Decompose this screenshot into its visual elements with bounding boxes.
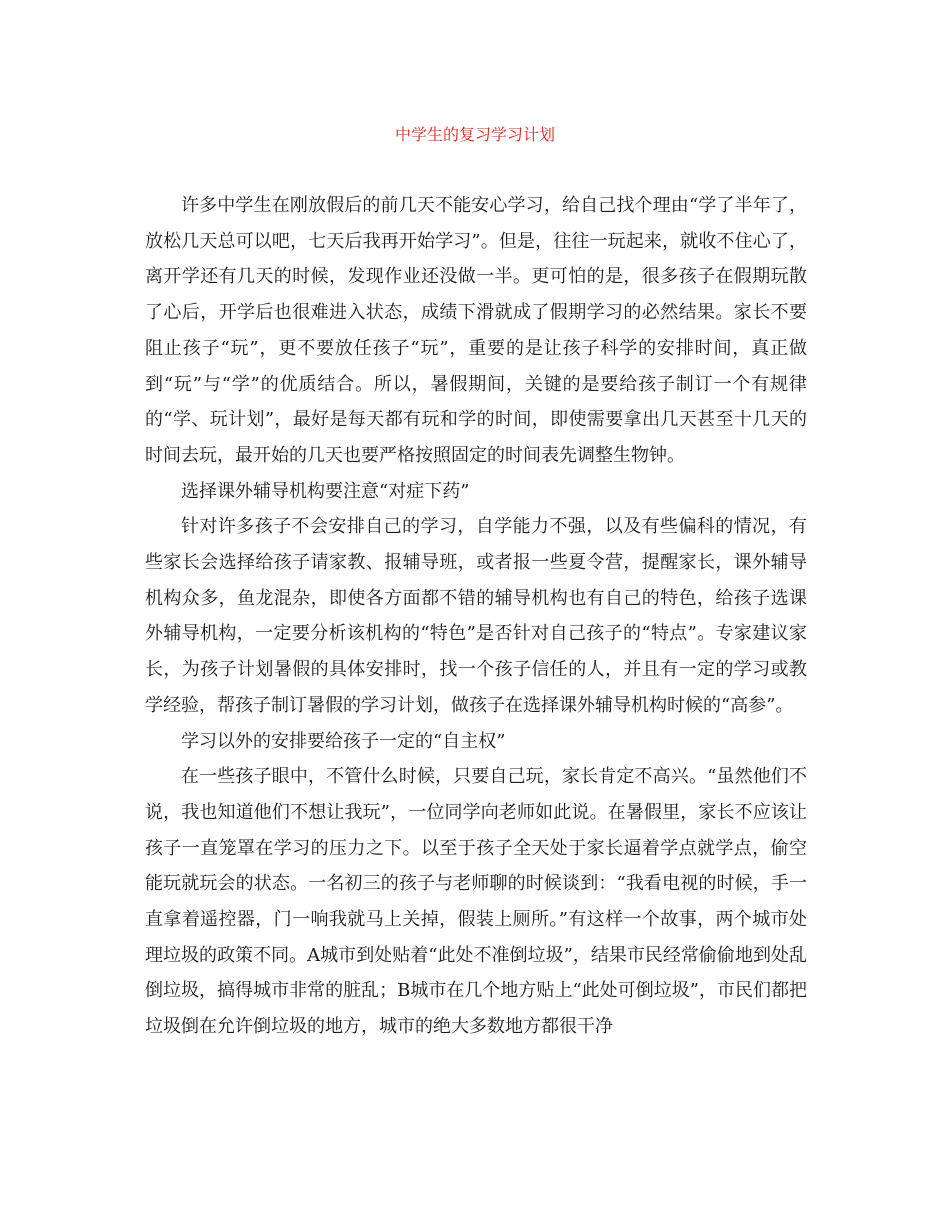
- paragraph-tutoring: 针对许多孩子不会安排自己的学习，自学能力不强，以及有些偏科的情况，有些家长会选择给孩子请家教、报辅导班，或者报一些夏令营，提醒家长，课外辅导机构众多，鱼龙混杂，即使各方面都不错的辅导机构也有自己的特色，给孩子选课外辅导机构，一定要分析该机构的“特色”是否针对自己孩子的“特点”。专家建议家长，为孩子计划暑假的具体安排时，找一个孩子信任的人，并且有一定的学习或教学经验，帮孩子制订暑假的学习计划，做孩子在选择课外辅导机构时候的“高参”。: [145, 516, 807, 716]
- paragraph-autonomy: 在一些孩子眼中，不管什么时候，只要自己玩，家长肯定不高兴。“虽然他们不说，我也知道他们不想让我玩”，一位同学向老师如此说。在暑假里，家长不应该让孩子一直笼罩在学习的压力之下。以至于孩子全天处于家长逼着学点就学点，偷空能玩就玩会的状态。一名初三的孩子与老师聊的时候谈到：“我看电视的时候，手一直拿着遥控器，门一响我就马上关掉，假装上厕所。”有这样一个故事，两个城市处理垃圾的政策不同。A城市到处贴着“此处不准倒垃圾”，结果市民经常偷偷地到处乱倒垃圾，搞得城市非常的脏乱；B城市在几个地方贴上“此处可倒垃圾”，市民们都把垃圾倒在允许倒垃圾的地方，城市的绝大多数地方都很干净: [145, 766, 807, 1038]
- section-heading-tutoring: 选择课外辅导机构要注意“对症下药”: [181, 480, 470, 502]
- document-title: 中学生的复习学习计划: [394, 125, 555, 144]
- paragraph-intro: 许多中学生在刚放假后的前几天不能安心学习，给自己找个理由“学了半年了，放松几天总可以吧，七天后我再开始学习”。但是，往往一玩起来，就收不住心了，离开学还有几天的时候，发现作业还没做一半。更可怕的是，很多孩子在假期玩散了心后，开学后也很难进入状态，成绩下滑就成了假期学习的必然结果。家长不要阻止孩子“玩”，更不要放任孩子“玩”，重要的是让孩子科学的安排时间，真正做到“玩”与“学”的优质结合。所以，暑假期间，关键的是要给孩子制订一个有规律的“学、玩计划”，最好是每天都有玩和学的时间，即使需要拿出几天甚至十几天的时间去玩，最开始的几天也要严格按照固定的时间表先调整生物钟。: [145, 195, 807, 466]
- document-body: [145, 188, 807, 1045]
- section-heading-autonomy: 学习以外的安排要给孩子一定的“自主权”: [181, 730, 506, 752]
